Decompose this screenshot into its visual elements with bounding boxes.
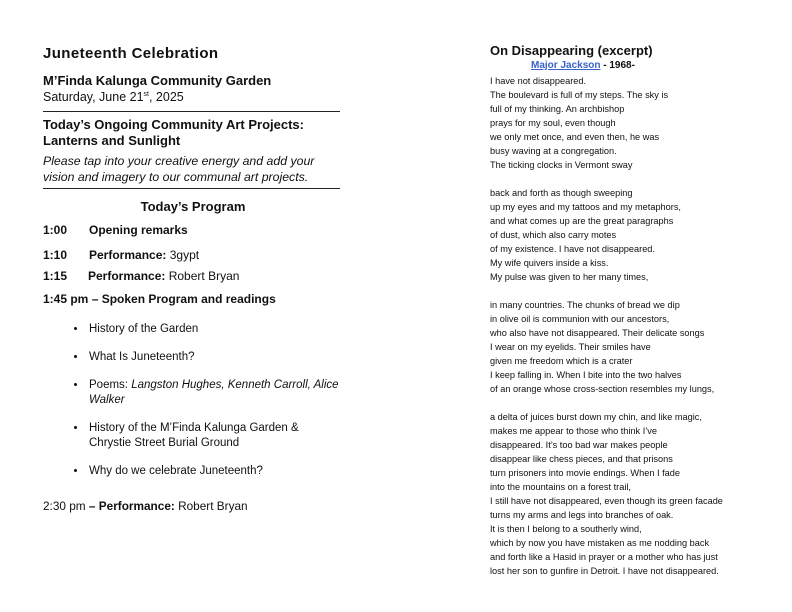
poem-line: back and forth as though sweeping [490, 188, 633, 198]
poem-line: of dust, which also carry motes [490, 230, 617, 240]
readings-list [43, 322, 343, 479]
program-time: 2:30 pm [43, 499, 86, 513]
poem-author-line [490, 59, 760, 72]
poem-line: of my existence. I have not disappeared. [490, 244, 655, 254]
poem-stanza [490, 298, 760, 396]
poem-stanza [490, 74, 760, 172]
art-projects-title [43, 117, 343, 149]
author-dates: - 1968- [600, 60, 635, 71]
poem-line: lost her son to gunfire in Detroit. I have not disappeared. [490, 566, 719, 576]
program-performer: 3gypt [169, 248, 200, 262]
poem-line: full of my thinking. An archbishop [490, 104, 625, 114]
poem-line: disappear like chess pieces, and that prisons [490, 454, 673, 464]
poem-line: I wear on my eyelids. Their smiles have [490, 342, 651, 352]
poem-line: The boulevard is full of my steps. The sky is [490, 90, 669, 100]
list-item: • History of the Garden [87, 322, 343, 337]
poem-line: and forth like a Hasid in prayer or a mother who has just [490, 552, 718, 562]
poem-line: into the mountains on a forest trail, [490, 482, 631, 492]
poem-title: On Disappearing (excerpt) [490, 43, 653, 58]
art-title-line: Today’s Ongoing Community Art Projects: [43, 117, 304, 132]
poem-column [490, 43, 760, 578]
list-item: • History of the M’Finda Kalunga Garden & Chrystie Street Burial Ground [87, 421, 343, 451]
poem-line: The ticking clocks in Vermont sway [490, 160, 633, 170]
program-column [43, 44, 343, 514]
event-date [43, 89, 343, 105]
venue-name: M’Finda Kalunga Community Garden [43, 73, 272, 88]
poem-line: prays for my soul, even though [490, 118, 616, 128]
list-item [87, 378, 343, 408]
art-projects-note [43, 153, 343, 185]
poem-line: My pulse was given to her many times, [490, 272, 649, 282]
poem-line: turn prisoners into movie endings. When I fade [490, 468, 680, 478]
date-year: , 2025 [148, 90, 184, 104]
poem-line: I have not disappeared. [490, 76, 587, 86]
poem-body [490, 74, 760, 578]
program-time: 1:10 [43, 248, 68, 262]
program-label: – Performance: [88, 499, 175, 513]
poems-prefix: Poems: [89, 379, 132, 391]
art-note-line: vision and imagery to our communal art projects. [43, 170, 309, 184]
program-label: Opening remarks [89, 223, 188, 237]
art-title-line: Lanterns and Sunlight [43, 133, 181, 148]
poem-line: who also have not disappeared. Their delicate songs [490, 328, 705, 338]
poem-line: turns my arms and legs into branches of oak. [490, 510, 674, 520]
program-item [43, 268, 343, 284]
art-note-line: Please tap into your creative energy and add your [43, 154, 315, 168]
poem-stanza [490, 410, 760, 578]
poem-line: I still have not disappeared, even though its green facade [490, 496, 723, 506]
program-time: 1:45 pm [43, 292, 89, 306]
program-label: Performance: [88, 269, 166, 283]
poem-line: we only met once, and even then, he was [490, 132, 660, 142]
author-link[interactable]: Major Jackson [531, 60, 601, 71]
poem-line: I keep falling in. When I bite into the two halves [490, 370, 682, 380]
list-item: • Why do we celebrate Juneteenth? [87, 464, 343, 479]
program-time: 1:15 [43, 269, 68, 283]
divider [43, 188, 340, 189]
poem-line: makes me appear to those who think I’ve [490, 426, 657, 436]
program-item [43, 291, 343, 307]
poem-stanza [490, 186, 760, 284]
poem-line: My wife quivers inside a kiss. [490, 258, 609, 268]
program-item [43, 222, 343, 238]
poem-line: in many countries. The chunks of bread we dip [490, 300, 680, 310]
list-item: • What Is Juneteenth? [87, 350, 343, 365]
poem-line: up my eyes and my tattoos and my metaphors, [490, 202, 681, 212]
date-prefix: Saturday, June 21 [43, 90, 144, 104]
poets-list: Langston Hughes, Kenneth Carroll, Alice Walker [89, 379, 339, 406]
program-label: – Spoken Program and readings [91, 292, 276, 306]
poem-line: in olive oil is communion with our ancestors, [490, 314, 670, 324]
final-program-item [43, 498, 343, 514]
divider [43, 111, 340, 112]
poem-line: busy waving at a congregation. [490, 146, 617, 156]
poem-line: a delta of juices burst down my chin, and like magic, [490, 412, 702, 422]
event-title: Juneteenth Celebration [43, 45, 219, 62]
poem-line: disappeared. It’s too bad war makes people [490, 440, 668, 450]
poem-line: of an orange whose cross-section resembles my lungs, [490, 384, 715, 394]
program-performer: Robert Bryan [168, 269, 240, 283]
program-label: Performance: [89, 248, 167, 262]
program-item [43, 247, 343, 263]
program-performer: Robert Bryan [178, 499, 248, 513]
poem-line: which by now you have mistaken as me nodding back [490, 538, 710, 548]
poem-line: given me freedom which is a crater [490, 356, 633, 366]
poem-line: and what comes up are the great paragraphs [490, 216, 674, 226]
program-time: 1:00 [43, 223, 68, 237]
program-heading: Today’s Program [140, 199, 246, 214]
date-suffix: st [143, 90, 149, 98]
poem-line: It is then I belong to a southerly wind, [490, 524, 642, 534]
